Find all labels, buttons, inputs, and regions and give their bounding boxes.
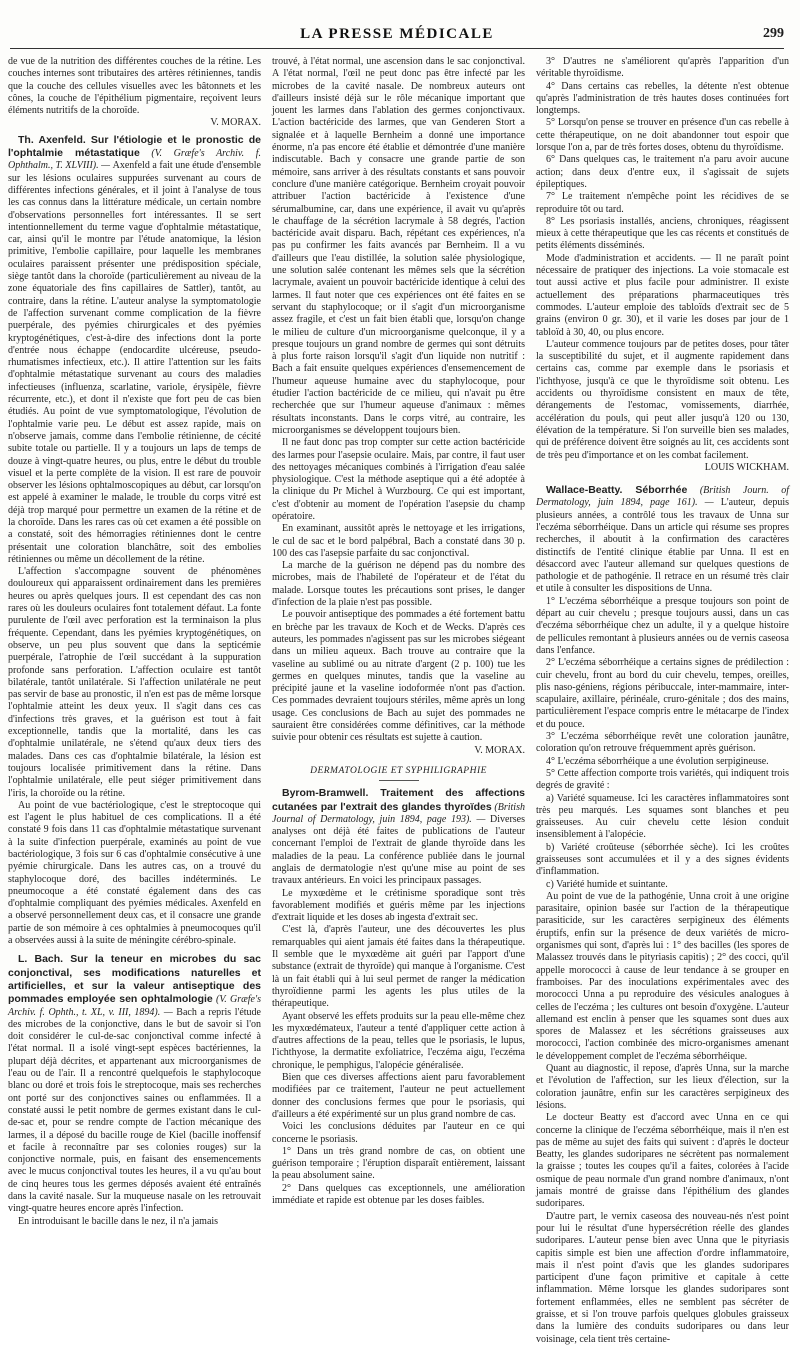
paragraph: Au point de vue de la pathogénie, Unna croit à une origine parasitaire, opinion basée sur l'action de la thérapeutique parasiticide, sur les caractères serpigineux des éléments éruptifs, enfin sur la présence de deux variétés de micro-organismes qui sont, d'après lui : 1° des bacilles (les spores de Malassez trouvés dans le pityriasis capitis) ; 2° des cocci, qu'il appelle morococci à cause de leur tendance à se grouper en framboises. Par des inoculations expérimentales avec des morococci Unna a pu reproduire des vésicules analogues à celles de l'eczéma ; les cultures ont besoin d'oxygène. L'auteur allemand est enclin à penser que les squames sont dues aux spores de Malassez et les sécrétions graisseuses aux morococci, l'action combinée des micro-organismes amenant le développement complet de l'eczéma séborrhéique.	[536, 890, 789, 1062]
author-signature: V. MORAX.	[210, 117, 261, 129]
paragraph: Mode d'administration et accidents. — Il ne paraît point nécessaire de pratiquer des injections. La voie stomacale est tout aussi active et plus facile pour administrer. Il existe actuellement des préparations pharmaceutiques très commodes. L'auteur emploie des tabloïds d'extrait sec de 5 grains (environ 0 gr. 30), et il varie les doses par jour de 1 tabloïd à 30, 40, ou plus encore.	[536, 252, 789, 338]
paragraph: En introduisant le bacille dans le nez, il n'a jamais	[18, 1215, 219, 1227]
paragraph: Quant au diagnostic, il repose, d'après Unna, sur la marche et l'évolution de l'affection, sur les lieux d'élection, sur la coloration jaunâtre, enfin sur les caractères serpigineux des lésions.	[536, 1063, 789, 1111]
paragraph: C'est là, d'après l'auteur, une des découvertes les plus remarquables qui aient jamais été faites dans la thérapeutique. Il semble que le myxœdème ait guéri par l'apport d'une substance (extrait de thyroïde) qui manque à l'organisme. C'est là un fait établi qui à lui seul permet de ranger la médication thyroïdienne parmi les agents les plus utiles de la thérapeutique.	[272, 924, 525, 1010]
article-bach	[8, 953, 261, 1215]
article-reference: (V. Græfe's Archiv. f. Ophthalm., T. XLVIII). —	[8, 148, 261, 172]
paragraph: Il ne faut donc pas trop compter sur cette action bactéricide des larmes pour l'asepsie oculaire. Mais, par contre, il faut user des nettoyages mécaniques combinés à l'irrigation d'eau salée physiologique. C'est la méthode aseptique qui a été adoptée à la clinique du Pr Michel à Wurzbourg. Ce qui est important, c'est d'obtenir au moment de l'opération l'asepsie du champ opératoire.	[272, 437, 525, 522]
paragraph: 3° L'eczéma séborrhéique revêt une coloration jaunâtre, coloration qu'on retrouve fréquemment après guérison.	[536, 731, 789, 755]
paragraph: L'auteur commence toujours par de petites doses, pour tâter la susceptibilité du sujet, et il augmente rapidement dans certains cas, comme par exemple dans le psoriasis et l'ichthyose, jusqu'à ce que le thyroïdisme soit obtenu. Les accidents ou thyroïdisme consistent en maux de tête, dérangements de l'estomac, vomissements, diarrhée, accélération du pouls, qui peut aller jusqu'à 120 ou 130, élévation de la température. Si l'on surveille bien ses malades, qui de préférence doivent être soignés au lit, ces accidents sont de très peu d'importance et on les combat facilement.	[536, 338, 789, 461]
header-rule	[10, 48, 784, 49]
paragraph: L'auteur, depuis plusieurs années, a contrôlé tous les travaux de Unna sur l'eczéma séborrhéique. Dans un article qui résume ses propres recherches, il aboutit à la confirmation des caractères distinctifs de l'entité clinique établie par Unna. Il est en désaccord avec l'auteur allemand sur quelques questions de pathologie et de pathogénie. Il retrace en un résumé très clair et utile à consulter les dispositions de Unna.	[536, 497, 790, 595]
column-3	[536, 56, 790, 1345]
paragraph: 3° D'autres ne s'améliorent qu'après l'apparition d'un véritable thyroïdisme.	[536, 56, 789, 80]
paragraph: Diverses analyses ont déjà été faites de publications de l'auteur concernant l'emploi de l'extrait de glande thyroïde dans les maladies de la peau. La conférence publiée dans le journal anglais de dermatologie n'est qu'une mise au point de ses travaux antérieurs. En voici les principaux passages.	[272, 813, 525, 887]
article-byrom-bramwell	[272, 787, 525, 887]
paragraph: 8° Les psoriasis installés, anciens, chroniques, réagissent mieux à cette thérapeutique que les cas récents et constitués de petits éléments disséminés.	[536, 215, 789, 252]
paragraph: 1° L'eczéma séborrhéique a presque toujours son point de départ au cuir chevelu ; presque toujours aussi, dans un cas d'eczéma séborrhéique chez un adulte, il y a quelque histoire de pellicules remontant à plusieurs années ou de vernis caseosa dans l'enfance.	[536, 595, 789, 656]
paragraph: 2° L'eczéma séborrhéique a certains signes de prédilection : cuir chevelu, front au bord du cuir chevelu, tempes, oreilles, plis naso-géniens, régions péribuccale, inter-mammaire, inter-scapulaire, axillaire, périnéale, cruro-génitale ; dos des mains, particulièrement l'espace compris entre le métacarpe de l'index et du pouce.	[536, 657, 789, 730]
paragraph: Axenfeld a fait une étude d'ensemble sur les lésions oculaires suppurées survenant au cours de différentes infections générales, et il joint à l'analyse de tous les cas connus dans la littérature médicale, un certain nombre d'observations personnelles fort intéressantes. Il se sert intentionnellement du terme vague d'ophtalmie métastatique, car, ainsi qu'il le montre par l'étude anatomique, la lésion primitive, l'embolie capillaire, pour laquelle les membranes oculaires paraissent présenter une prédisposition spéciale, siège tantôt dans la choroïde (particulièrement au niveau de la zone équatoriale des fins capillaires de Sattler), tantôt, au contraire, dans la rétine. L'auteur analyse la symptomatologie de l'affection survenant comme complication de la fièvre puerpérale, des pyémies chirurgicales et des pyémies kryptogénétiques, c'est-à-dire des infections dont la porte d'entrée nous échappe (endocardite ulcéreuse, pseudo-rhumatismes infectieux, etc.). Il attire l'attention sur les faits d'ophtalmie métastatique survenant au cours des maladies infectieuses (influenza, scarlatine, variole, érysipèle, fièvre récurrente, etc.), et dont il n'existe que fort peu de cas bien étudiés. Au point de vue symptomatologique, l'évolution de l'ophtalmie varie peu. Le début est assez rapide, mais on n'observe jamais, comme dans l'embolie rétinienne, de cécité subite totale ou partielle. Il y a toujours un laps de temps de douze à vingt-quatre heures, ou plus, entre le début du trouble visuel et la perte complète de la vision. Il est rare de pouvoir observer les lésions ophtalmoscopiques au début, car lorsqu'on est appelé à examiner le malade, le trouble du corps vitré est déjà trop marqué pour permettre un examen de la rétine et de la choroïde. Dans les rares cas où cet examen a été possible on a constaté, soit des hémorragies rétiniennes dont le centre présentait une coloration blanchâtre, soit des embolies rétiniennes ou même un décollement de la rétine.	[8, 160, 261, 565]
paragraph: 5° Lorsqu'on pense se trouver en présence d'un cas rebelle à cette thérapeutique, on ne doit abandonner tout espoir que lorsque l'on a, par de très fortes doses, obtenu du thyroïdisme.	[536, 117, 789, 154]
journal-title: LA PRESSE MÉDICALE	[300, 26, 494, 42]
paragraph: Au point de vue bactériologique, c'est le streptocoque qui est l'agent le plus habituel de ces complications. Il a été constaté 9 fois dans 11 cas d'ophtalmie métastatique survenant à la suite d'infection puerpérale, examinés au point de vue bactériologique, 3 fois sur 6 cas d'ophtalmie consécutive à une pyémie chirurgicale. Dans les autres cas, on a trouvé du staphylocoque doré, des bacilles indéterminés. Le pneumocoque a été constaté également dans des cas d'ophtalmie compliquant des pyémies médicales. Axenfeld en a observé personnellement deux cas, et il consacre une grande partie de son mémoire à ces ophtalmies à pneumocoques qu'il a observées aussi à la suite de méningite cérébro-spinale.	[8, 799, 261, 947]
paragraph: Le pouvoir antiseptique des pommades a été fortement battu en brèche par les travaux de Koch et de Wecks. D'après ces auteurs, les pommades n'agissent pas sur les microbes siégeant dans un milieu aqueux. Bach trouve au contraire que la vaseline au sublimé ou au nitrate d'argent (2 p. 100) tue les germes en quelques minutes, tandis que la vaseline au précipité jaune et la vaseline iodoformée n'ont pas d'action. Ces pommades devraient toujours stériles, même après un long usage. Ces conclusions de Bach au sujet des pommades ne sauraient être considérées comme définitives, car la méthode suivie pour obtenir ces résultats est sujette à caution.	[272, 609, 525, 744]
paragraph: Bien que ces diverses affections aient paru favorablement modifiées par ce traitement, l'auteur ne peut actuellement donner des conclusions fermes que pour le psoriasis, qui d'ailleurs a été expérimenté sur un plus grand nombre de cas.	[272, 1072, 525, 1120]
paragraph: 1° Dans un très grand nombre de cas, on obtient une guérison temporaire ; l'éruption disparaît entièrement, laissant la peau absolument saine.	[272, 1145, 525, 1182]
paragraph: 6° Dans quelques cas, le traitement n'a paru avoir aucune action; dans deux d'entre eux, il s'agissait de sujets épileptiques.	[536, 154, 789, 190]
paragraph: 5° Cette affection comporte trois variétés, qui indiquent trois degrés de gravité :	[536, 767, 789, 792]
article-reference: (British Journal of Dermatology, juin 1894, page 193). —	[272, 801, 525, 825]
paragraph: 4° Dans certains cas rebelles, la détente n'est obtenue qu'après l'administration de très hautes doses continuées fort longtemps.	[536, 80, 789, 117]
paragraph: La marche de la guérison ne dépend pas du nombre des microbes, mais de l'habileté de l'opérateur et de l'état du malade. Lorsque toutes les précautions sont prises, le danger d'infection de la plaie n'est pas possible.	[272, 560, 525, 609]
paragraph: 4° L'eczéma séborrhéique a une évolution serpigineuse.	[546, 755, 769, 767]
paragraph: Voici les conclusions déduites par l'auteur en ce qui concerne le psoriasis.	[272, 1121, 525, 1145]
column-1	[8, 56, 261, 1227]
article-reference: (V. Græfe's Archiv. f. Ophth., t. XL, v. III, 1894). —	[8, 994, 261, 1018]
author-signature: V. MORAX.	[474, 744, 525, 756]
article-heading: L. Bach. Sur la teneur en microbes du sac conjonctival, ses modifications naturelles et artificielles, et sur la valeur antiseptique des pommades employée sen ophtalmologie	[8, 953, 261, 1006]
paragraph: b) Variété croûteuse (séborrhée sèche). Ici les croûtes graisseuses sont accumulées et il y a des signes évidents d'inflammation.	[536, 841, 789, 878]
paragraph: En examinant, aussitôt après le nettoyage et les irrigations, le cul de sac et le bord palpébral, Bach a constaté dans 30 p. 100 des cas l'asepsie parfaite du sac conjonctival.	[272, 523, 525, 559]
paragraph: c) Variété humide et suintante.	[546, 878, 668, 890]
article-heading: Byrom-Bramwell. Traitement des affections cutanées par l'extrait des glandes thyroïdes	[272, 787, 525, 813]
article-reference: (British Journ. of Dermatology, juin 1894, page 161). —	[536, 485, 790, 509]
paragraph: Bach a repris l'étude des microbes de la conjonctive, dans le but de savoir si l'on doit considérer le cul-de-sac conjonctival comme infecté à l'état normal. Il a isolé vingt-sept espèces bactériennes, la plupart déjà décrites, et appartenant aux microorganismes de l'eau ou de l'air. Il a rencontré quelquefois le staphylocoque blanc ou doré et trois fois le streptocoque, mais ses recherches ont porté sur des conjonctives saines ou enflammées. Il a constaté aussi le petit nombre de germes existant dans le cul-de-sac et, pour se rendre compte de l'action mécanique des larmes, il a déposé du bacille rouge de Kiel (bacille inoffensif et facile à reconnaître par ses colonies rouges) sur la conjonctive normale, puis, en faisant des ensemencements avec le mucus conjonctival toutes les heures, il a vu qu'au bout de cinq heures tous les germes déposés avaient été entraînés dans la cavité nasale. Sur la muqueuse nasale on les retrouvait vingt-quatre heures encore après l'infection.	[8, 1006, 261, 1215]
article-axenfeld	[8, 134, 261, 566]
section-heading: DERMATOLOGIE ET SYPHILIGRAPHIE	[272, 765, 525, 781]
page-number: 299	[763, 26, 784, 41]
paragraph: Ayant observé les effets produits sur la peau elle-même chez les myxœdémateux, l'auteur a tenté d'appliquer cette action à d'autres affections de la peau, telles que le psoriasis, le lupus, l'ichthyose, la dermatite exfoliatrice, l'eczéma aigu, l'eczéma chronique, le pemphigus, l'alopécie généralisée.	[272, 1010, 525, 1071]
paragraph: a) Variété squameuse. Ici les caractères inflammatoires sont très peu marqués. Les squames sont blanches et peu graisseuses. Au cuir chevelu cette lésion conduit insensiblement à l'alopécie.	[536, 792, 789, 841]
paragraph: Le docteur Beatty est d'accord avec Unna en ce qui concerne la clinique de l'eczéma séborrhéique, mais il n'en est pas de même au sujet des faits qui suivent : d'après le docteur Beatty, les glandes sudoripares ne sécrètent pas normalement la graisse ; toutes les coupes qu'il a faites, colorées à l'acide osmique de peau normale d'un grand nombre d'animaux, n'ont jamais montré de graisse dans l'épithélium des glandes sudoripares.	[536, 1112, 789, 1210]
paragraph: L'affection s'accompagne souvent de phénomènes douloureux qui apparaissent ordinairement dans les premières heures ou après quelques jours. Il est cependant des cas non rares où les douleurs oculaires font totalement défaut. La fonte purulente de l'œil avec perforation est la terminaison la plus fréquente. Cependant, dans les pyémies kryptogénétiques, on observe, un peu plus souvent que dans la septicémie puerpérale, l'atrophie de l'œil succédant à la suppuration profonde sans perforation. L'affection oculaire est tantôt bilatérale, tantôt unilatérale. Si l'affection unilatérale ne peut pas servir de base au pronostic, il n'en est pas de même lorsque l'ophtalmie atteint les deux yeux. Il s'agit dans ces cas d'infections très graves, et la guérison est tout à fait exceptionnelle, tandis que la mortalité, dans les cas d'ophtalmie unilatérale, ne s'étend qu'aux deux tiers des malades. Dans ces cas d'ophtalmie bilatérale, la lésion est toujours localisée primitivement dans la rétine. Dans l'ophtalmie unilatérale, elle peut siéger primitivement dans l'iris, la choroïde ou la rétine.	[8, 566, 261, 799]
article-heading: Th. Axenfeld. Sur l'étiologie et le pronostic de l'ophtalmie métastatique	[8, 133, 261, 160]
page-header	[10, 26, 784, 48]
paragraph: de vue de la nutrition des différentes couches de la rétine. Les couches internes sont tributaires des artères rétiniennes, tandis que la couche des cellules visuelles avec les bâtonnets et les cônes, la couche de l'épithélium pigmentaire, reçoivent leurs éléments nutritifs de la choroïde.	[8, 56, 261, 117]
paragraph: trouvé, à l'état normal, une ascension dans le sac conjonctival. A l'état normal, l'œil ne peut donc pas être infecté par les microbes de la cavité nasale. De nombreux auteurs ont d'ailleurs insisté déjà sur le rôle mécanique important que jouent les larmes dans l'ablation des germes conjonctivaux. L'action bactéricide des larmes, que van Genderen Stort a signalée et à laquelle Bernheim a donné une importance énorme, n'a pas encore été établie et démontrée d'une manière indiscutable. Bach y consacre une grande partie de son mémoire, sans arriver à des résultats constants et sans pouvoir conclure d'une manière catégorique. Bernheim croyait pouvoir attribuer l'action bactéricide à l'existence d'une sérumalbumine, car, dans une expérience, il avait vu qu'après le chauffage de la sécrétion lacrymale à 58 degrés, l'action bactéricide avait disparu. Bach, répétant ces expériences, n'a pas pu confirmer les faits avancés par Bernheim. Il a vu d'ailleurs que l'eau distillée, la solution salée physiologique, une solution salée contenant les mêmes sels que la sécrétion lacrymale, avaient un pouvoir bactéricide identique à celui des larmes. Il faut noter que ces expériences ont été faites en se servant du staphylocoque; or il s'agit d'un microorganisme assez fragile, et c'est un fait bien établi que, lorsqu'on change le milieu de culture d'un microorganisme quelconque, il y a presque toujours un grand nombre de germes qui sont détruits à plus forte raison lorsqu'il s'agit d'un liquide non nutritif : Bach a fait ensuite quelques expériences d'ensemencement de l'humeur aqueuse humaine avec du staphylocoque, pour étudier l'action bactéricide de ce milieu, qui n'avait pu être recherchée que sur l'humeur aqueuse d'animaux : mêmes résultats inconstants. Dans le corps vitré, au contraire, les microorganismes se développent toujours bien.	[272, 56, 525, 436]
column-2	[272, 56, 525, 1207]
paragraph: 2° Dans quelques cas exceptionnels, une amélioration immédiate et rapide est obtenue par les doses faibles.	[272, 1182, 525, 1207]
paragraph: D'autre part, le vernix caseosa des nouveau-nés n'est point pour lui le résultat d'une hypersécrétion réelle des glandes sudoripares. L'auteur pense bien avec Unna que le pityriasis capitis simple est bien une affection d'ordre inflammatoire, mais il n'est point d'avis que les glandes sudoripares participent d'une façon primitive et capitale à cette inflammation. Même lorsque les glandes sudoripares sont fortement enflammées, elles ne semblent pas sécréter de graisse, et si l'on trouve parfois quelques globules graisseux dans la lumière des conduits sudoripares ou dans leur voisinage, cela tient très certaine-	[536, 1210, 789, 1345]
paragraph: Le myxœdème et le crétinisme sporadique sont très favorablement modifiés et guéris même par les injections d'extrait liquide et les doses ab ingesta d'extrait sec.	[272, 887, 525, 924]
paragraph: 7° Le traitement n'empêche point les récidives de se reproduire tôt ou tard.	[536, 191, 789, 215]
article-wallace-beatty	[536, 484, 789, 596]
article-heading: Wallace-Beatty. Séborrhée	[546, 484, 688, 497]
author-signature: LOUIS WICKHAM.	[704, 461, 789, 473]
